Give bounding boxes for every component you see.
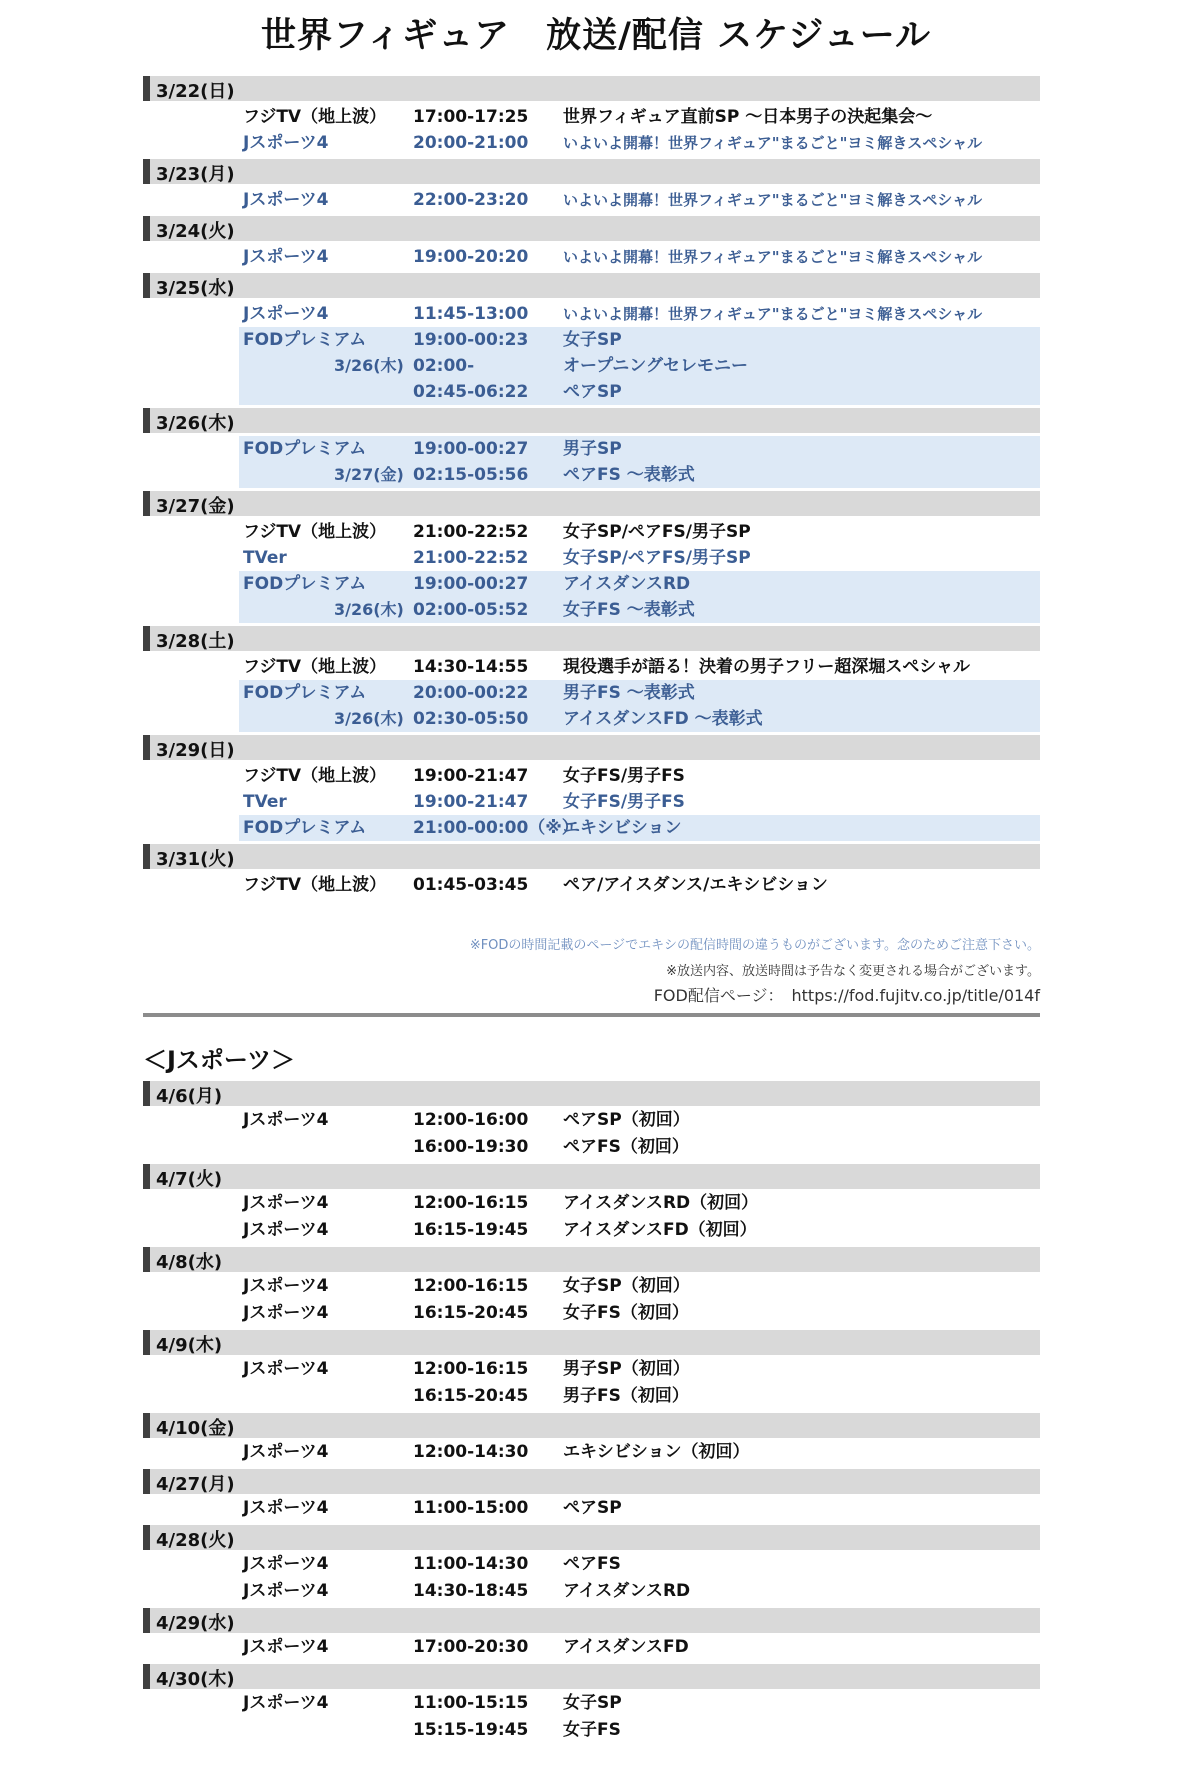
- date-marker: [143, 1330, 150, 1355]
- date-bar: [143, 1664, 1040, 1689]
- date-marker: [143, 1469, 150, 1494]
- date-marker: [143, 1247, 150, 1272]
- next-day-label: 3/27(金): [334, 465, 404, 484]
- date-marker: [143, 491, 150, 516]
- next-day-label: 3/26(木): [334, 709, 404, 728]
- program-title: 女子FS: [563, 1720, 621, 1740]
- channel-name: フジTV（地上波）: [243, 107, 387, 127]
- time-slot: 21:00-22:52: [413, 522, 529, 542]
- time-slot: 12:00-14:30: [413, 1442, 529, 1462]
- time-slot: 14:30-18:45: [413, 1581, 529, 1601]
- program-title: オープニングセレモニー: [563, 356, 748, 376]
- channel-name: Jスポーツ4: [243, 1554, 329, 1574]
- time-slot: 16:15-19:45: [413, 1220, 529, 1240]
- channel-name: フジTV（地上波）: [243, 766, 387, 786]
- time-slot: 19:00-21:47: [413, 766, 529, 786]
- date-marker: [143, 844, 150, 869]
- program-title: アイスダンスFD（初回）: [563, 1220, 757, 1240]
- date-bar: [143, 844, 1040, 869]
- program-title: ペアFS 〜表彰式: [563, 465, 695, 485]
- date-bar: [143, 1330, 1040, 1355]
- time-slot: 11:00-14:30: [413, 1554, 529, 1574]
- date-marker: [143, 216, 150, 241]
- channel-name: フジTV（地上波）: [243, 657, 387, 677]
- time-slot: 01:45-03:45: [413, 875, 529, 895]
- channel-name: TVer: [243, 792, 287, 812]
- date-label: 4/6(月): [156, 1086, 223, 1107]
- time-slot: 14:30-14:55: [413, 657, 529, 677]
- date-label: 4/7(火): [156, 1169, 223, 1190]
- page-title: 世界フィギュア 放送/配信 スケジュール: [260, 16, 932, 56]
- channel-name: Jスポーツ4: [243, 1220, 329, 1240]
- program-title: ペアFS: [563, 1554, 621, 1574]
- date-bar: [143, 1608, 1040, 1633]
- time-slot: 19:00-00:27: [413, 439, 529, 459]
- date-label: 4/10(金): [156, 1418, 235, 1439]
- date-label: 4/27(月): [156, 1474, 235, 1495]
- date-marker: [143, 1081, 150, 1106]
- date-marker: [143, 408, 150, 433]
- date-bar: [143, 1247, 1040, 1272]
- date-bar: [143, 1081, 1040, 1106]
- channel-name: Jスポーツ4: [243, 190, 329, 210]
- program-title: アイスダンスRD（初回）: [563, 1193, 759, 1213]
- time-slot: 02:15-05:56: [413, 465, 529, 485]
- date-label: 3/29(日): [156, 740, 235, 761]
- time-slot: 17:00-20:30: [413, 1637, 529, 1657]
- channel-name: FODプレミアム: [243, 818, 367, 838]
- program-title: ペアSP（初回）: [563, 1110, 690, 1130]
- date-label: 3/23(月): [156, 164, 235, 185]
- date-marker: [143, 76, 150, 101]
- time-slot: 21:00-22:52: [413, 548, 529, 568]
- date-marker: [143, 1164, 150, 1189]
- time-slot: 20:00-00:22: [413, 683, 529, 703]
- date-label: 4/29(水): [156, 1613, 235, 1634]
- program-title: ペアFS（初回）: [563, 1137, 689, 1157]
- program-title: ペアSP: [563, 1498, 622, 1518]
- date-marker: [143, 735, 150, 760]
- channel-name: TVer: [243, 548, 287, 568]
- program-title: エキシビション: [563, 818, 682, 838]
- date-label: 3/31(火): [156, 849, 235, 870]
- date-bar: [143, 76, 1040, 101]
- program-title: 男子FS 〜表彰式: [563, 683, 695, 703]
- program-title: エキシビション（初回）: [563, 1442, 750, 1462]
- next-day-label: 3/26(木): [334, 600, 404, 619]
- program-title: 女子FS/男子FS: [563, 792, 685, 812]
- channel-name: Jスポーツ4: [243, 133, 329, 153]
- program-title: いよいよ開幕！世界フィギュア"まるごと"ヨミ解きスペシャル: [563, 248, 983, 266]
- date-bar: [143, 216, 1040, 241]
- fod-highlight: [239, 379, 1040, 405]
- channel-name: フジTV（地上波）: [243, 522, 387, 542]
- channel-name: Jスポーツ4: [243, 1581, 329, 1601]
- channel-name: FODプレミアム: [243, 439, 367, 459]
- date-bar: [143, 408, 1040, 433]
- date-label: 4/9(木): [156, 1335, 223, 1356]
- fod-link[interactable]: FOD配信ページ： https://fod.fujitv.co.jp/title/014f: [653, 986, 1040, 1005]
- date-bar: [143, 159, 1040, 184]
- time-slot: 02:00-05:52: [413, 600, 529, 620]
- program-title: 女子SP/ペアFS/男子SP: [563, 548, 751, 568]
- program-title: 女子FS（初回）: [563, 1303, 689, 1323]
- program-title: 世界フィギュア直前SP 〜日本男子の決起集会〜: [563, 107, 933, 127]
- date-label: 3/27(金): [156, 496, 235, 517]
- time-slot: 19:00-00:23: [413, 330, 529, 350]
- program-title: ペアSP: [563, 382, 622, 402]
- program-title: 女子FS 〜表彰式: [563, 600, 695, 620]
- time-slot: 16:15-20:45: [413, 1303, 529, 1323]
- channel-name: FODプレミアム: [243, 683, 367, 703]
- channel-name: Jスポーツ4: [243, 1193, 329, 1213]
- date-bar: [143, 1413, 1040, 1438]
- time-slot: 19:00-00:27: [413, 574, 529, 594]
- fod-note: ※FODの時間記載のページでエキシの配信時間の違うものがございます。念のためご注意下さい。: [469, 938, 1040, 953]
- channel-name: Jスポーツ4: [243, 1276, 329, 1296]
- program-title: アイスダンスFD: [563, 1637, 689, 1657]
- date-bar: [143, 626, 1040, 651]
- time-slot: 19:00-21:47: [413, 792, 529, 812]
- date-marker: [143, 1664, 150, 1689]
- time-slot: 21:00-00:00（※）: [413, 818, 579, 838]
- time-slot: 12:00-16:15: [413, 1276, 529, 1296]
- date-label: 4/28(火): [156, 1530, 235, 1551]
- date-label: 3/26(木): [156, 413, 235, 434]
- program-title: 女子SP（初回）: [563, 1276, 690, 1296]
- date-bar: [143, 491, 1040, 516]
- date-marker: [143, 1525, 150, 1550]
- time-slot: 16:00-19:30: [413, 1137, 529, 1157]
- channel-name: Jスポーツ4: [243, 1110, 329, 1130]
- time-slot: 02:45-06:22: [413, 382, 529, 402]
- program-title: 女子FS/男子FS: [563, 766, 685, 786]
- program-title: いよいよ開幕！世界フィギュア"まるごと"ヨミ解きスペシャル: [563, 191, 983, 209]
- date-bar: [143, 1469, 1040, 1494]
- program-title: いよいよ開幕！世界フィギュア"まるごと"ヨミ解きスペシャル: [563, 305, 983, 323]
- time-slot: 12:00-16:15: [413, 1193, 529, 1213]
- date-bar: [143, 735, 1040, 760]
- date-label: 3/28(土): [156, 631, 235, 652]
- program-title: ペア/アイスダンス/エキシビション: [563, 875, 828, 895]
- time-slot: 02:00-: [413, 356, 475, 376]
- date-marker: [143, 159, 150, 184]
- channel-name: フジTV（地上波）: [243, 875, 387, 895]
- time-slot: 20:00-21:00: [413, 133, 529, 153]
- program-title: 男子SP: [563, 439, 622, 459]
- program-title: 男子FS（初回）: [563, 1386, 689, 1406]
- time-slot: 15:15-19:45: [413, 1720, 529, 1740]
- change-note: ※放送内容、放送時間は予告なく変更される場合がございます。: [666, 964, 1040, 979]
- program-title: 女子SP/ペアFS/男子SP: [563, 522, 751, 542]
- time-slot: 11:00-15:00: [413, 1498, 529, 1518]
- time-slot: 16:15-20:45: [413, 1386, 529, 1406]
- date-label: 3/24(火): [156, 221, 235, 242]
- channel-name: FODプレミアム: [243, 330, 367, 350]
- date-label: 4/30(木): [156, 1669, 235, 1690]
- channel-name: Jスポーツ4: [243, 247, 329, 267]
- date-marker: [143, 1413, 150, 1438]
- time-slot: 17:00-17:25: [413, 107, 529, 127]
- channel-name: Jスポーツ4: [243, 304, 329, 324]
- program-title: アイスダンスRD: [563, 1581, 691, 1601]
- section-divider: [143, 1013, 1040, 1017]
- program-title: いよいよ開幕！世界フィギュア"まるごと"ヨミ解きスペシャル: [563, 134, 983, 152]
- date-label: 3/25(水): [156, 278, 235, 299]
- time-slot: 11:00-15:15: [413, 1693, 529, 1713]
- next-day-label: 3/26(木): [334, 356, 404, 375]
- date-marker: [143, 626, 150, 651]
- channel-name: Jスポーツ4: [243, 1442, 329, 1462]
- channel-name: FODプレミアム: [243, 574, 367, 594]
- program-title: 現役選手が語る！決着の男子フリー超深堀スペシャル: [563, 657, 970, 677]
- time-slot: 02:30-05:50: [413, 709, 529, 729]
- date-label: 3/22(日): [156, 81, 235, 102]
- program-title: アイスダンスFD 〜表彰式: [563, 709, 763, 729]
- channel-name: Jスポーツ4: [243, 1498, 329, 1518]
- time-slot: 22:00-23:20: [413, 190, 529, 210]
- program-title: アイスダンスRD: [563, 574, 691, 594]
- time-slot: 12:00-16:15: [413, 1359, 529, 1379]
- date-bar: [143, 1525, 1040, 1550]
- channel-name: Jスポーツ4: [243, 1359, 329, 1379]
- program-title: 女子SP: [563, 330, 622, 350]
- jsports-section-title: ＜Jスポーツ＞: [143, 1046, 295, 1074]
- program-title: 女子SP: [563, 1693, 622, 1713]
- channel-name: Jスポーツ4: [243, 1637, 329, 1657]
- date-marker: [143, 273, 150, 298]
- time-slot: 19:00-20:20: [413, 247, 529, 267]
- date-bar: [143, 1164, 1040, 1189]
- program-title: 男子SP（初回）: [563, 1359, 690, 1379]
- time-slot: 11:45-13:00: [413, 304, 529, 324]
- channel-name: Jスポーツ4: [243, 1693, 329, 1713]
- date-bar: [143, 273, 1040, 298]
- channel-name: Jスポーツ4: [243, 1303, 329, 1323]
- date-marker: [143, 1608, 150, 1633]
- date-label: 4/8(水): [156, 1252, 223, 1273]
- time-slot: 12:00-16:00: [413, 1110, 529, 1130]
